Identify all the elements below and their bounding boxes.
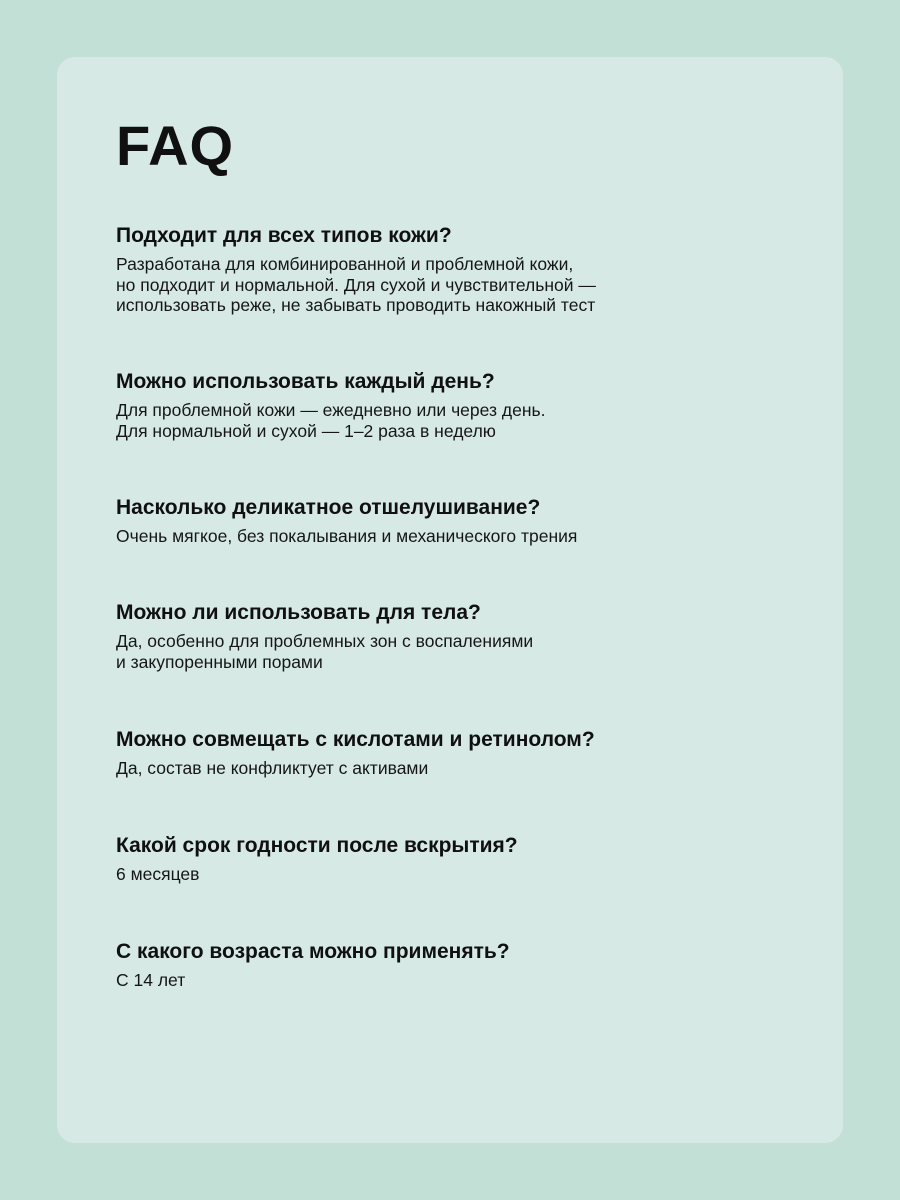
faq-item-age: [116, 939, 776, 991]
faq-question: Можно ли использовать для тела?: [116, 601, 481, 624]
faq-question: Можно совмещать с кислотами и ретинолом?: [116, 728, 595, 751]
faq-item-skin-types: [116, 223, 776, 316]
faq-item-body-use: [116, 600, 776, 672]
faq-answer: Для проблемной кожи — ежедневно или через день. Для нормальной и сухой — 1–2 раза в неделю: [116, 400, 546, 441]
faq-card: [57, 57, 843, 1143]
faq-answer: Да, особенно для проблемных зон с воспалениями и закупоренными порами: [116, 631, 534, 672]
faq-question: Подходит для всех типов кожи?: [116, 224, 452, 247]
page-title: FAQ: [116, 114, 235, 177]
faq-question: Какой срок годности после вскрытия?: [116, 834, 518, 857]
faq-answer: Разработана для комбинированной и проблемной кожи, но подходит и нормальной. Для сухой и чувствительной — использовать реже, не забывать проводить накожный тест: [116, 254, 596, 315]
faq-item-daily-use: [116, 369, 776, 441]
faq-item-shelf-life: [116, 833, 776, 885]
faq-question: Насколько деликатное отшелушивание?: [116, 496, 541, 519]
faq-question: Можно использовать каждый день?: [116, 370, 495, 393]
faq-item-exfoliation: [116, 495, 776, 547]
faq-answer: Очень мягкое, без покалывания и механического трения: [116, 526, 578, 546]
faq-answer: С 14 лет: [116, 970, 186, 990]
faq-answer: 6 месяцев: [116, 864, 200, 884]
faq-answer: Да, состав не конфликтует с активами: [116, 758, 429, 778]
faq-question: С какого возраста можно применять?: [116, 940, 510, 963]
faq-item-combination: [116, 727, 776, 779]
